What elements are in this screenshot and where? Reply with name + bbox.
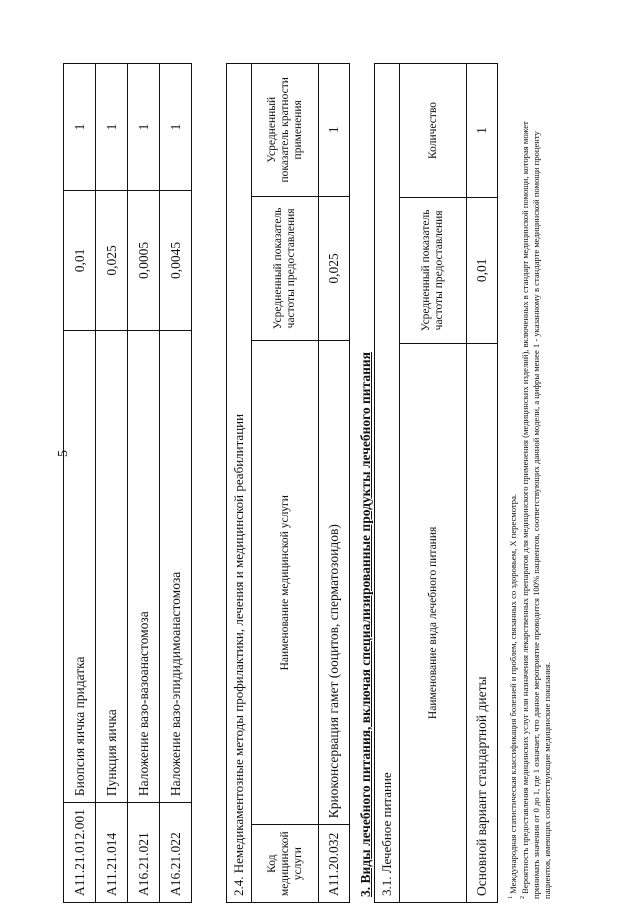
column-header: Усредненный показатель частоты предоставления xyxy=(400,197,467,343)
footnotes xyxy=(506,99,552,899)
column-header: Наименование вида лечебного питания xyxy=(400,343,467,902)
subsection-heading: 3.1. Лечебное питание xyxy=(375,64,400,903)
frequency-value: 0,01 xyxy=(467,197,498,343)
multiplicity-value: 1 xyxy=(128,64,160,191)
service-code: A16.21.021 xyxy=(128,803,160,903)
service-name: Пункция яичка xyxy=(96,331,128,803)
footnote-mark: 2 xyxy=(520,896,527,899)
table-row xyxy=(160,64,192,903)
frequency-value: 0,01 xyxy=(64,190,96,330)
section-heading: 2.4. Немедикаментозные методы профилактики, лечения и медицинской реабилитации xyxy=(227,64,252,903)
table-row xyxy=(128,64,160,903)
service-code: A11.20.032 xyxy=(319,825,350,903)
services-table xyxy=(63,63,192,903)
frequency-value: 0,025 xyxy=(319,196,350,341)
service-name: Наложение вазо-эпидидимоанастомоза xyxy=(160,331,192,803)
page-number: 5 xyxy=(56,450,71,457)
footnote-mark: 1 xyxy=(508,896,514,899)
table-row xyxy=(64,64,96,903)
column-header: Усредненный показатель частоты предоставления xyxy=(252,196,319,341)
multiplicity-value: 1 xyxy=(96,64,128,191)
column-header: Наименование медицинской услуги xyxy=(252,341,319,825)
column-header: Количество xyxy=(400,64,467,198)
footnote-text: Международная статистическая классификация болезней и проблем, связанных со здоровьем, X пересмотра. xyxy=(507,493,518,894)
quantity-value: 1 xyxy=(467,64,498,198)
multiplicity-value: 1 xyxy=(160,64,192,191)
frequency-value: 0,025 xyxy=(96,190,128,330)
frequency-value: 0,0005 xyxy=(128,190,160,330)
column-header: Усредненный показатель кратности применения xyxy=(252,64,319,197)
frequency-value: 0,0045 xyxy=(160,190,192,330)
footnote-2 xyxy=(518,99,552,899)
footnote-1 xyxy=(506,99,518,899)
service-name: Биопсия яичка придатка xyxy=(64,331,96,803)
column-header: Код медицинской услуги xyxy=(252,825,319,903)
section-title: 3. Виды лечебного питания, включая специализированные продукты лечебного питания xyxy=(358,352,373,897)
nutrition-table xyxy=(374,63,498,903)
diet-name: Основной вариант стандартной диеты xyxy=(467,343,498,902)
table-row xyxy=(467,64,498,903)
service-code: A11.21.012.001 xyxy=(64,803,96,903)
table-row xyxy=(319,64,350,903)
multiplicity-value: 1 xyxy=(319,64,350,197)
service-code: A11.21.014 xyxy=(96,803,128,903)
service-name: Криоконсервация гамет (ооцитов, сперматозоидов) xyxy=(319,341,350,825)
service-code: A16.21.022 xyxy=(160,803,192,903)
multiplicity-value: 1 xyxy=(64,64,96,191)
table-header-row xyxy=(400,64,467,903)
footnote-text: Вероятность предоставления медицинских услуг или назначения лекарственных препаратов для медицинского применения (медицинских изделий), включенных в стандарт медицинской помощи, которая может принимать значения от 0 до 1, где 1 означает, что данное мероприятие проводится 100% пациентов, соответствующих данной модели, а цифры менее 1 - указанному в стандарте медицинской помощи проценту пациентов, имеющих соответствующие медицинские показания. xyxy=(520,121,552,899)
table-row xyxy=(96,64,128,903)
table-header-row xyxy=(252,64,319,903)
non-drug-methods-table xyxy=(226,63,350,903)
service-name: Наложение вазо-вазоанастомоза xyxy=(128,331,160,803)
